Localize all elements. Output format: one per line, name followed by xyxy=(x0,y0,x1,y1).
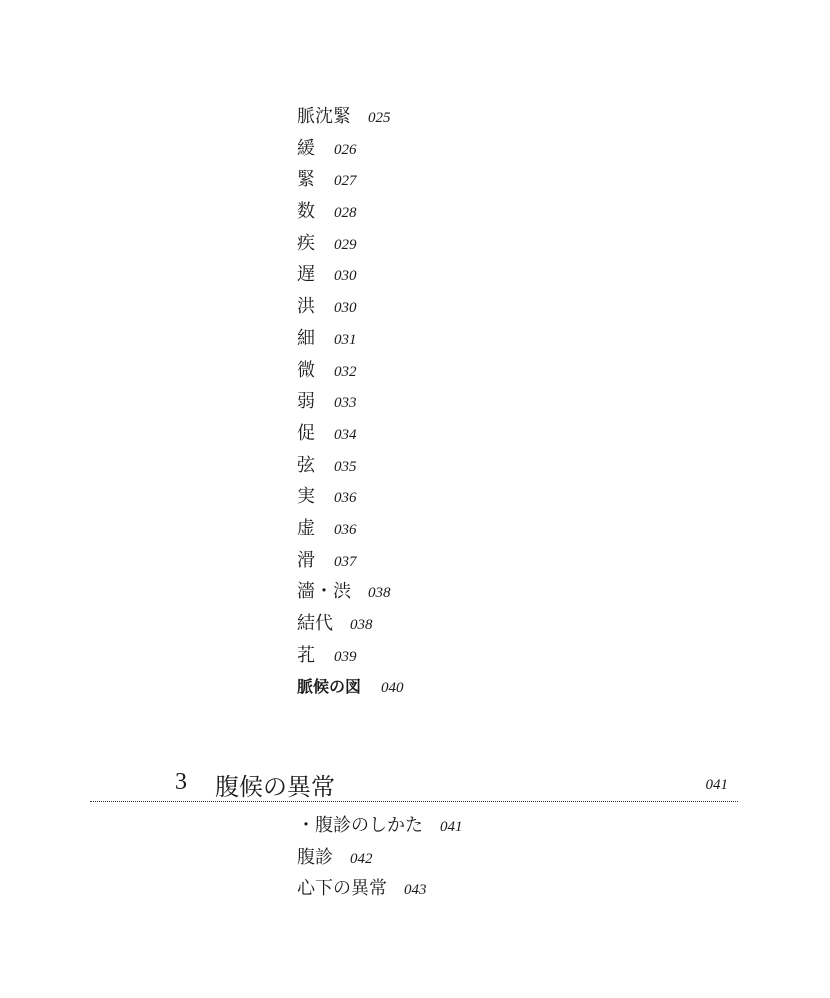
toc-entry[interactable] xyxy=(297,810,463,842)
toc-entry-title: 数 xyxy=(297,201,315,223)
toc-entry-title: 細 xyxy=(297,327,315,349)
toc-entry[interactable] xyxy=(297,164,404,196)
toc-entry-title: ・腹診のしかた xyxy=(297,815,423,836)
toc-entry-title: 結代 xyxy=(297,613,333,634)
toc-entry-page: 034 xyxy=(334,426,357,443)
toc-entry-page: 036 xyxy=(334,490,357,507)
toc-entry-page: 032 xyxy=(334,363,357,380)
toc-entry-title: 脈沈緊 xyxy=(297,106,351,127)
toc-entry-title: 腹診 xyxy=(297,846,333,868)
toc-entry[interactable] xyxy=(297,355,404,387)
pulse-toc-list xyxy=(297,101,404,703)
toc-entry-title: 遅 xyxy=(297,264,315,286)
toc-entry[interactable] xyxy=(297,450,404,482)
toc-entry-page: 030 xyxy=(334,268,357,285)
toc-entry-page: 028 xyxy=(334,205,357,222)
toc-entry[interactable] xyxy=(297,291,404,323)
toc-entry-title: 滑 xyxy=(297,549,315,571)
toc-entry[interactable] xyxy=(297,513,404,545)
toc-entry-page: 043 xyxy=(404,882,427,899)
toc-entry[interactable] xyxy=(297,842,463,874)
toc-entry-title: 弦 xyxy=(297,454,315,476)
toc-entry[interactable] xyxy=(297,259,404,291)
toc-entry[interactable] xyxy=(297,323,404,355)
toc-entry-page: 031 xyxy=(334,331,357,348)
toc-entry-page: 039 xyxy=(334,648,357,665)
toc-entry-title: 微 xyxy=(297,359,315,381)
toc-entry-page: 041 xyxy=(440,819,463,835)
toc-entry-title: 洪 xyxy=(297,296,315,318)
toc-entry-page: 026 xyxy=(334,141,357,158)
toc-entry[interactable] xyxy=(297,576,404,608)
toc-entry[interactable] xyxy=(297,133,404,165)
toc-entry[interactable] xyxy=(297,640,404,672)
toc-entry-page: 029 xyxy=(334,236,357,253)
toc-entry[interactable] xyxy=(297,196,404,228)
toc-entry-title: 緊 xyxy=(297,169,315,191)
toc-entry[interactable] xyxy=(297,608,404,640)
toc-entry[interactable] xyxy=(297,418,404,450)
toc-entry-title: 芤 xyxy=(297,644,315,666)
toc-entry[interactable] xyxy=(297,481,404,513)
toc-entry-page: 038 xyxy=(368,585,391,602)
toc-entry[interactable] xyxy=(297,386,404,418)
toc-entry-page: 030 xyxy=(334,300,357,317)
toc-entry-page: 037 xyxy=(334,553,357,570)
toc-entry-title: 緩 xyxy=(297,137,315,159)
toc-entry-page: 036 xyxy=(334,521,357,538)
toc-entry-title: 虚 xyxy=(297,517,315,539)
toc-entry-page: 025 xyxy=(368,110,391,126)
toc-entry-page: 038 xyxy=(350,617,373,633)
toc-entry-title: 心下の異常 xyxy=(297,878,387,900)
chapter-heading[interactable] xyxy=(90,765,738,802)
toc-entry-title: 促 xyxy=(297,422,315,444)
chapter-page: 041 xyxy=(705,777,728,793)
toc-entry[interactable] xyxy=(297,873,463,905)
toc-entry-page: 027 xyxy=(334,173,357,190)
toc-entry-page: 033 xyxy=(334,395,357,412)
toc-entry-title: 濇・渋 xyxy=(297,581,351,603)
toc-entry-page: 040 xyxy=(381,680,404,697)
toc-entry-figure[interactable] xyxy=(297,671,404,703)
toc-entry-page: 035 xyxy=(334,458,357,475)
toc-entry-title: 実 xyxy=(297,486,315,508)
chapter-title: 腹候の異常 xyxy=(215,773,335,801)
toc-entry-title: 弱 xyxy=(297,391,315,413)
toc-entry[interactable] xyxy=(297,545,404,577)
toc-entry[interactable] xyxy=(297,101,404,133)
toc-entry[interactable] xyxy=(297,228,404,260)
toc-entry-page: 042 xyxy=(350,850,373,867)
chapter-number: 3 xyxy=(175,769,187,795)
toc-entry-title: 脈候の図 xyxy=(297,677,362,697)
chapter-toc-list xyxy=(297,810,463,905)
toc-entry-title: 疾 xyxy=(297,232,315,254)
